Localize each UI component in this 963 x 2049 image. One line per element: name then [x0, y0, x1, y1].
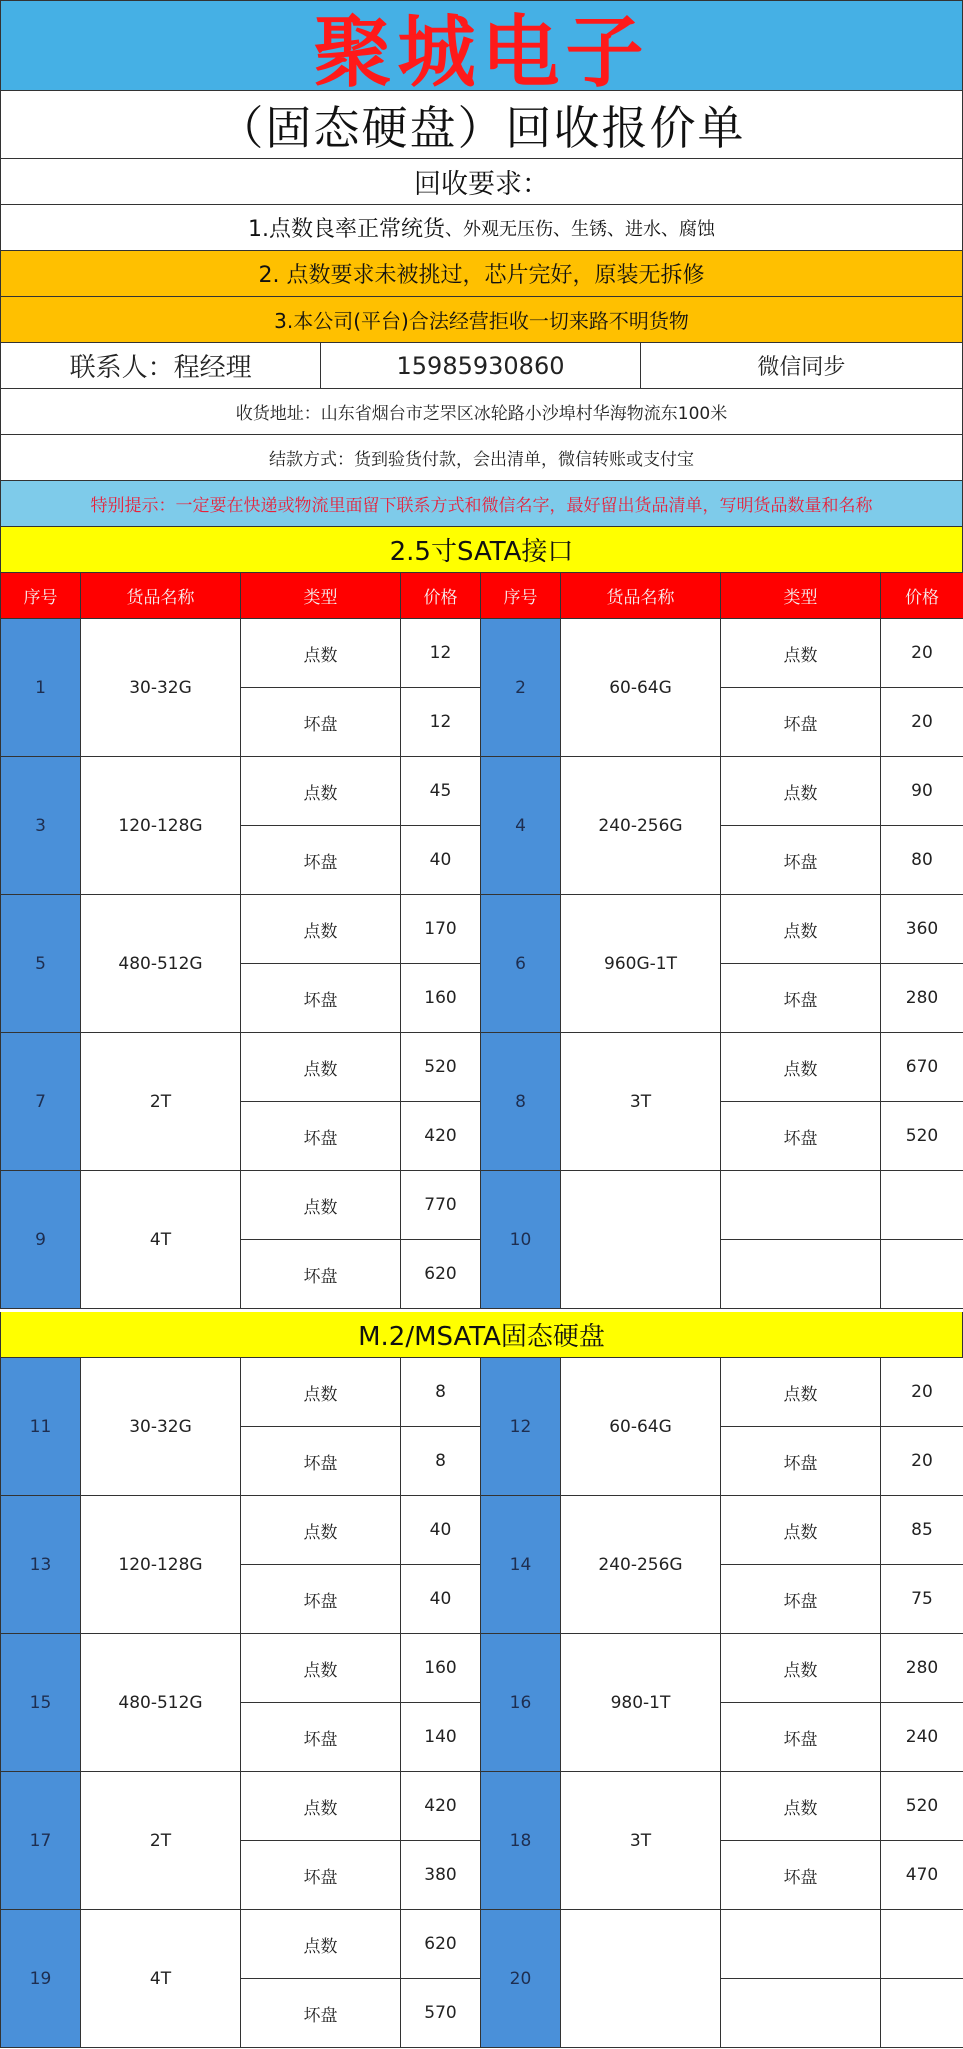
- item-type: 坏盘: [721, 1427, 881, 1496]
- item-type: [721, 1171, 881, 1240]
- item-type: 坏盘: [241, 1565, 401, 1634]
- table-row: [1, 1496, 963, 1565]
- item-number: 5: [1, 895, 81, 1033]
- item-price: 280: [881, 964, 963, 1033]
- item-type: 点数: [721, 895, 881, 964]
- item-price: 160: [401, 964, 481, 1033]
- item-type: 点数: [721, 1496, 881, 1565]
- item-price: 520: [401, 1033, 481, 1102]
- item-type: 坏盘: [241, 1240, 401, 1309]
- table-row: [1, 1910, 963, 1979]
- item-price: 620: [401, 1240, 481, 1309]
- item-number: 19: [1, 1910, 81, 2048]
- item-type: 坏盘: [241, 688, 401, 757]
- item-name: 3T: [561, 1772, 721, 1910]
- table-row: [1, 619, 963, 688]
- column-header: 货品名称: [81, 573, 241, 619]
- column-header: 序号: [481, 573, 561, 619]
- item-type: 坏盘: [721, 1703, 881, 1772]
- item-name: 120-128G: [81, 1496, 241, 1634]
- item-price: 80: [881, 826, 963, 895]
- item-name: 30-32G: [81, 619, 241, 757]
- item-number: 2: [481, 619, 561, 757]
- item-name: 30-32G: [81, 1358, 241, 1496]
- item-type: 坏盘: [721, 826, 881, 895]
- item-number: 20: [481, 1910, 561, 2048]
- item-number: 7: [1, 1033, 81, 1171]
- item-name: 480-512G: [81, 1634, 241, 1772]
- item-name: 480-512G: [81, 895, 241, 1033]
- item-type: 点数: [721, 1358, 881, 1427]
- item-price: 20: [881, 1358, 963, 1427]
- item-name: 4T: [81, 1171, 241, 1309]
- item-price: 620: [401, 1910, 481, 1979]
- item-name: 240-256G: [561, 1496, 721, 1634]
- table-header-row: [1, 573, 963, 619]
- item-type: 点数: [241, 1033, 401, 1102]
- item-price: 470: [881, 1841, 963, 1910]
- requirement-1-rest: 、外观无压伤、生锈、进水、腐蚀: [445, 218, 715, 240]
- item-price: 420: [401, 1772, 481, 1841]
- item-type: 坏盘: [241, 964, 401, 1033]
- item-price: 770: [401, 1171, 481, 1240]
- item-price: 40: [401, 826, 481, 895]
- item-name: 240-256G: [561, 757, 721, 895]
- requirement-1: [0, 205, 963, 251]
- item-price: [881, 1979, 963, 2048]
- item-number: 18: [481, 1772, 561, 1910]
- item-name: 980-1T: [561, 1634, 721, 1772]
- item-number: 3: [1, 757, 81, 895]
- item-price: 8: [401, 1427, 481, 1496]
- item-name: 3T: [561, 1033, 721, 1171]
- requirement-1-main: 1.点数良率正常统货: [248, 217, 445, 242]
- item-number: 16: [481, 1634, 561, 1772]
- item-price: 380: [401, 1841, 481, 1910]
- item-price: [881, 1171, 963, 1240]
- item-number: 8: [481, 1033, 561, 1171]
- table-row: [1, 1772, 963, 1841]
- column-header: 类型: [241, 573, 401, 619]
- item-number: 13: [1, 1496, 81, 1634]
- item-number: 15: [1, 1634, 81, 1772]
- item-number: 11: [1, 1358, 81, 1496]
- item-price: [881, 1240, 963, 1309]
- item-price: 520: [881, 1772, 963, 1841]
- item-type: 坏盘: [241, 1703, 401, 1772]
- item-type: 坏盘: [241, 1102, 401, 1171]
- item-price: 420: [401, 1102, 481, 1171]
- item-price: [881, 1910, 963, 1979]
- item-price: 40: [401, 1565, 481, 1634]
- item-type: [721, 1910, 881, 1979]
- item-price: 20: [881, 688, 963, 757]
- item-price: 20: [881, 619, 963, 688]
- contact-row: [0, 343, 963, 389]
- table-row: [1, 1171, 963, 1240]
- item-price: 12: [401, 688, 481, 757]
- contact-phone: 15985930860: [321, 343, 640, 388]
- item-type: 点数: [241, 1358, 401, 1427]
- item-type: 点数: [241, 1772, 401, 1841]
- item-price: 240: [881, 1703, 963, 1772]
- requirement-2: 2. 点数要求未被挑过，芯片完好，原装无拆修: [0, 251, 963, 297]
- item-type: 点数: [241, 1634, 401, 1703]
- requirements-heading: 回收要求：: [0, 159, 963, 205]
- item-type: 点数: [241, 1496, 401, 1565]
- item-price: 8: [401, 1358, 481, 1427]
- item-type: 坏盘: [241, 1841, 401, 1910]
- item-price: 360: [881, 895, 963, 964]
- item-price: 670: [881, 1033, 963, 1102]
- item-price: 520: [881, 1102, 963, 1171]
- item-number: 10: [481, 1171, 561, 1309]
- item-price: 20: [881, 1427, 963, 1496]
- item-type: 点数: [721, 619, 881, 688]
- item-type: 坏盘: [241, 1979, 401, 2048]
- item-type: 坏盘: [721, 1565, 881, 1634]
- column-header: 价格: [881, 573, 963, 619]
- section-title-sata: 2.5寸SATA接口: [0, 527, 963, 573]
- price-table-m2: [0, 1357, 963, 2048]
- table-row: [1, 1033, 963, 1102]
- item-type: 坏盘: [241, 826, 401, 895]
- special-notice: 特别提示：一定要在快递或物流里面留下联系方式和微信名字，最好留出货品清单，写明货品数量和名称: [0, 481, 963, 527]
- item-number: 12: [481, 1358, 561, 1496]
- item-price: 160: [401, 1634, 481, 1703]
- item-name: 2T: [81, 1033, 241, 1171]
- item-price: 140: [401, 1703, 481, 1772]
- item-price: 40: [401, 1496, 481, 1565]
- item-type: 坏盘: [721, 688, 881, 757]
- item-price: 280: [881, 1634, 963, 1703]
- column-header: 类型: [721, 573, 881, 619]
- item-price: 12: [401, 619, 481, 688]
- shipping-address: 收货地址：山东省烟台市芝罘区冰轮路小沙埠村华海物流东100米: [0, 389, 963, 435]
- item-type: 坏盘: [241, 1427, 401, 1496]
- item-type: 点数: [241, 619, 401, 688]
- item-type: [721, 1979, 881, 2048]
- item-price: 75: [881, 1565, 963, 1634]
- item-name: 2T: [81, 1772, 241, 1910]
- section-title-m2: M.2/MSATA固态硬盘: [0, 1312, 963, 1358]
- item-type: 点数: [241, 1171, 401, 1240]
- item-name: 960G-1T: [561, 895, 721, 1033]
- item-number: 1: [1, 619, 81, 757]
- item-type: 点数: [721, 757, 881, 826]
- item-name: [561, 1171, 721, 1309]
- item-number: 17: [1, 1772, 81, 1910]
- table-row: [1, 895, 963, 964]
- item-number: 4: [481, 757, 561, 895]
- item-type: 点数: [241, 895, 401, 964]
- column-header: 价格: [401, 573, 481, 619]
- item-name: 60-64G: [561, 1358, 721, 1496]
- item-type: 点数: [721, 1033, 881, 1102]
- contact-wechat: 微信同步: [757, 355, 846, 380]
- column-header: 货品名称: [561, 573, 721, 619]
- price-table-sata: [0, 572, 963, 1309]
- table-row: [1, 1634, 963, 1703]
- item-type: 坏盘: [721, 964, 881, 1033]
- item-number: 14: [481, 1496, 561, 1634]
- item-type: 点数: [721, 1634, 881, 1703]
- item-type: 坏盘: [721, 1102, 881, 1171]
- item-type: 点数: [721, 1772, 881, 1841]
- item-type: 点数: [241, 1910, 401, 1979]
- item-price: 570: [401, 1979, 481, 2048]
- item-price: 45: [401, 757, 481, 826]
- sheet-subtitle: （固态硬盘）回收报价单: [0, 91, 963, 159]
- item-type: 坏盘: [721, 1841, 881, 1910]
- column-header: 序号: [1, 573, 81, 619]
- item-number: 9: [1, 1171, 81, 1309]
- item-price: 90: [881, 757, 963, 826]
- table-row: [1, 757, 963, 826]
- item-name: 60-64G: [561, 619, 721, 757]
- item-name: 4T: [81, 1910, 241, 2048]
- contact-person: 联系人：程经理: [1, 343, 321, 388]
- payment-method: 结款方式：货到验货付款，会出清单，微信转账或支付宝: [0, 435, 963, 481]
- company-title: 聚城电子: [0, 0, 963, 91]
- item-type: [721, 1240, 881, 1309]
- requirement-3: 3.本公司(平台)合法经营拒收一切来路不明货物: [0, 297, 963, 343]
- item-price: 170: [401, 895, 481, 964]
- item-number: 6: [481, 895, 561, 1033]
- item-price: 85: [881, 1496, 963, 1565]
- table-row: [1, 1358, 963, 1427]
- item-type: 点数: [241, 757, 401, 826]
- item-name: 120-128G: [81, 757, 241, 895]
- item-name: [561, 1910, 721, 2048]
